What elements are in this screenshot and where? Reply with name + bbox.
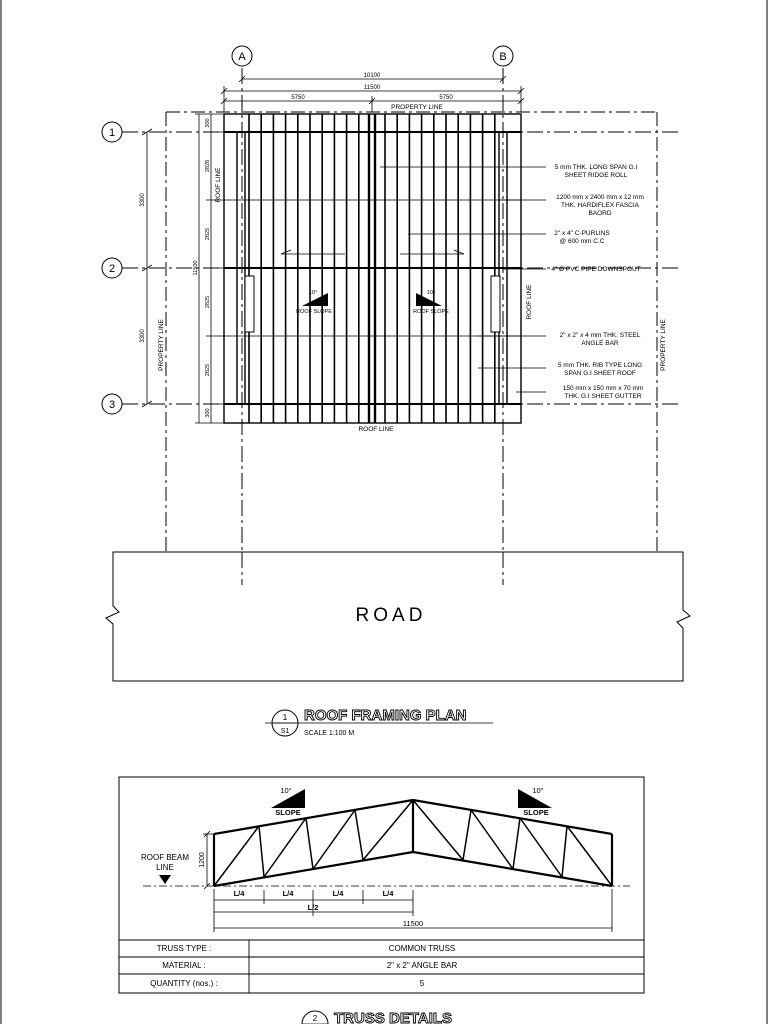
grid-bubble-B [493, 46, 513, 66]
quarter-span-1: L/4 [233, 889, 245, 898]
framing-title-name: ROOF FRAMING PLAN [304, 707, 467, 724]
dim-v-seg-2: 2828 [205, 159, 211, 173]
dim-v-seg-1: 300 [205, 118, 211, 128]
callout-notes [551, 164, 644, 400]
table-label-material: MATERIAL : [162, 961, 206, 970]
roof-line-label-left: ROOF LINE [215, 167, 222, 203]
truss-details [119, 777, 644, 1024]
dim-overall-b: 11500 [363, 85, 381, 91]
property-line-label-left: PROPERTY LINE [158, 319, 165, 371]
truss-details-title [302, 1010, 452, 1024]
callout-fascia-line3: BAORD [588, 210, 612, 217]
callout-angle-bar-line2: ANGLE BAR [581, 340, 619, 347]
dim-v-overall: 11500 [193, 260, 199, 276]
roof-line-label-right: ROOF LINE [526, 284, 533, 320]
truss-span-value: 11500 [402, 919, 424, 928]
dim-half-left: 5750 [291, 95, 305, 101]
quarter-span-3: L/4 [332, 889, 344, 898]
table-value-material: 2" x 2" ANGLE BAR [386, 961, 458, 970]
truss-slope-angle-right: 10° [532, 786, 544, 795]
callout-sheet-roof-line2: SPAN G.I SHEET ROOF [564, 370, 636, 377]
callout-purlins-line2: @ 600 mm C.C [559, 238, 605, 245]
truss-title-name: TRUSS DETAILS [334, 1010, 453, 1024]
dim-v-seg-5: 2825 [205, 363, 211, 377]
dim-bay-2: 3300 [140, 329, 146, 343]
dim-overall-a: 10100 [363, 73, 381, 79]
top-dimensions [221, 76, 524, 112]
grid-bubble-3 [102, 394, 122, 414]
dim-half-right: 5750 [439, 95, 453, 101]
callout-sheet-roof-line1: 5 mm THK. RIB TYPE LONG [557, 362, 643, 369]
truss-slope-label-left: SLOPE [275, 808, 301, 817]
road-label: ROAD [355, 605, 427, 626]
callout-gutter-line1: 150 mm x 150 mm x 70 mm [562, 385, 644, 392]
framing-plan-title [265, 707, 493, 737]
roof-beam-label-line1: ROOF BEAM [140, 853, 190, 862]
dim-v-seg-6: 300 [205, 408, 211, 418]
dim-v-seg-4: 2825 [205, 295, 211, 309]
callout-ridge-roll-line2: SHEET RIDGE ROLL [564, 172, 628, 179]
roof-outline [224, 114, 521, 423]
callout-ridge-roll-line1: 5 mm THK. LONG SPAN G.I [554, 164, 638, 171]
table-value-type: COMMON TRUSS [388, 944, 456, 953]
quarter-span-4: L/4 [382, 889, 394, 898]
callout-fascia-line2: THK. HARDIFLEX FASCIA [560, 202, 640, 209]
level-marker-icon [159, 875, 171, 884]
truss-slope-label-right: SLOPE [523, 808, 549, 817]
truss-chords [214, 800, 612, 886]
grid-bubble-A [232, 46, 252, 66]
table-value-quantity: 5 [419, 979, 425, 988]
grid-bubble-2 [102, 258, 122, 278]
callout-gutter-line2: THK. G.I SHEET GUTTER [564, 393, 642, 400]
half-span: L/2 [307, 903, 319, 912]
property-line-label-right: PROPERTY LINE [660, 319, 667, 371]
grid-lines [122, 68, 678, 585]
grid-label-1: 1 [108, 127, 116, 139]
dim-v-seg-3: 2825 [205, 227, 211, 241]
quarter-span-2: L/4 [282, 889, 294, 898]
roof-slope-angle-right: 10° [426, 290, 436, 296]
truss-slope-angle-left: 10° [280, 786, 292, 795]
downspout-markers [245, 276, 500, 332]
property-line-label-top: PROPERTY LINE [391, 104, 443, 111]
slope-arrows [281, 250, 464, 254]
table-label-quantity: QUANTITY (nos.) : [150, 979, 218, 988]
framing-title-scale: SCALE 1:100 M [304, 730, 355, 737]
truss-title-number: 2 [312, 1014, 318, 1023]
callout-fascia-line1: 1200 mm x 2400 mm x 12 mm [556, 194, 644, 201]
roof-slope-angle-left: 10° [308, 290, 318, 296]
roof-beam-label-line2: LINE [156, 863, 174, 872]
grid-label-a: A [238, 51, 246, 63]
grid-label-b: B [499, 51, 507, 63]
grid-label-3: 3 [108, 399, 116, 411]
framing-title-number: 1 [282, 713, 288, 722]
dim-bay-1: 3300 [140, 193, 146, 207]
roof-slope-label-right: ROOF SLOPE [413, 309, 449, 315]
truss-height-value: 1200 [199, 852, 206, 868]
callout-downspout: 4" Ø PVC PIPE DOWNSPOUT [551, 266, 641, 273]
roof-slope-label-left: ROOF SLOPE [296, 309, 332, 315]
framing-title-sheet: S1 [280, 728, 290, 735]
roof-framing-plan [102, 46, 690, 737]
callout-angle-bar-line1: 2" x 2" x 4 mm THK. STEEL [559, 332, 641, 339]
table-label-type: TRUSS TYPE : [156, 944, 212, 953]
roof-line-label-bottom: ROOF LINE [358, 426, 394, 433]
grid-bubble-1 [102, 122, 122, 142]
grid-label-2: 2 [108, 263, 116, 275]
callout-purlins-line1: 2" x 4" C-PURLINS [554, 230, 610, 237]
